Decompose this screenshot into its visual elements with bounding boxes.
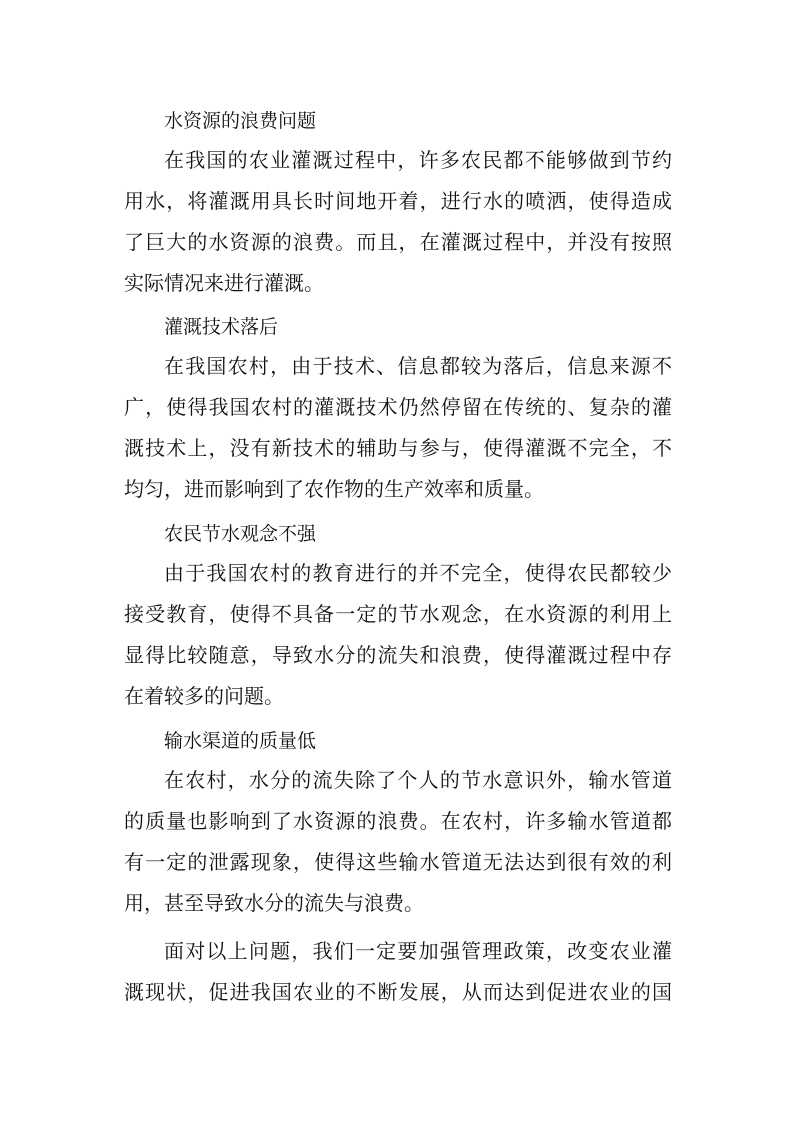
section-heading: 水资源的浪费问题	[164, 110, 317, 132]
paragraph-line: 溉现状，促进我国农业的不断发展，从而达到促进农业的国	[124, 980, 672, 1004]
paragraph-line: 在着较多的问题。	[124, 684, 284, 708]
paragraph-line: 面对以上问题，我们一定要加强管理政策，改变农业灌	[164, 939, 672, 963]
paragraph-line: 接受教育，使得不具备一定的节水观念，在水资源的利用上	[124, 602, 672, 626]
paragraph-line: 在我国的农业灌溉过程中，许多农民都不能够做到节约	[164, 148, 672, 172]
paragraph-line: 用水，将灌溉用具长时间地开着，进行水的喷洒，使得造成	[124, 189, 672, 213]
paragraph-line: 均匀，进而影响到了农作物的生产效率和质量。	[124, 477, 544, 501]
paragraph-line: 实际情况来进行灌溉。	[124, 271, 324, 295]
section-heading: 灌溉技术落后	[164, 316, 279, 338]
paragraph-line: 了巨大的水资源的浪费。而且，在灌溉过程中，并没有按照	[124, 230, 672, 254]
section-heading: 输水渠道的质量低	[164, 730, 317, 752]
section-heading: 农民节水观念不强	[164, 523, 317, 545]
paragraph-line: 在农村，水分的流失除了个人的节水意识外，输水管道	[164, 768, 672, 792]
paragraph-line: 由于我国农村的教育进行的并不完全，使得农民都较少	[164, 561, 672, 585]
paragraph-line: 的质量也影响到了水资源的浪费。在农村，许多输水管道都	[124, 809, 672, 833]
paragraph-line: 显得比较随意，导致水分的流失和浪费，使得灌溉过程中存	[124, 643, 672, 667]
paragraph-line: 用，甚至导致水分的流失与浪费。	[124, 891, 424, 915]
paragraph-line: 有一定的泄露现象，使得这些输水管道无法达到很有效的利	[124, 850, 672, 874]
paragraph-line: 广，使得我国农村的灌溉技术仍然停留在传统的、复杂的灌	[124, 395, 672, 419]
paragraph-line: 在我国农村，由于技术、信息都较为落后，信息来源不	[164, 354, 672, 378]
paragraph-line: 溉技术上，没有新技术的辅助与参与，使得灌溉不完全，不	[124, 436, 672, 460]
